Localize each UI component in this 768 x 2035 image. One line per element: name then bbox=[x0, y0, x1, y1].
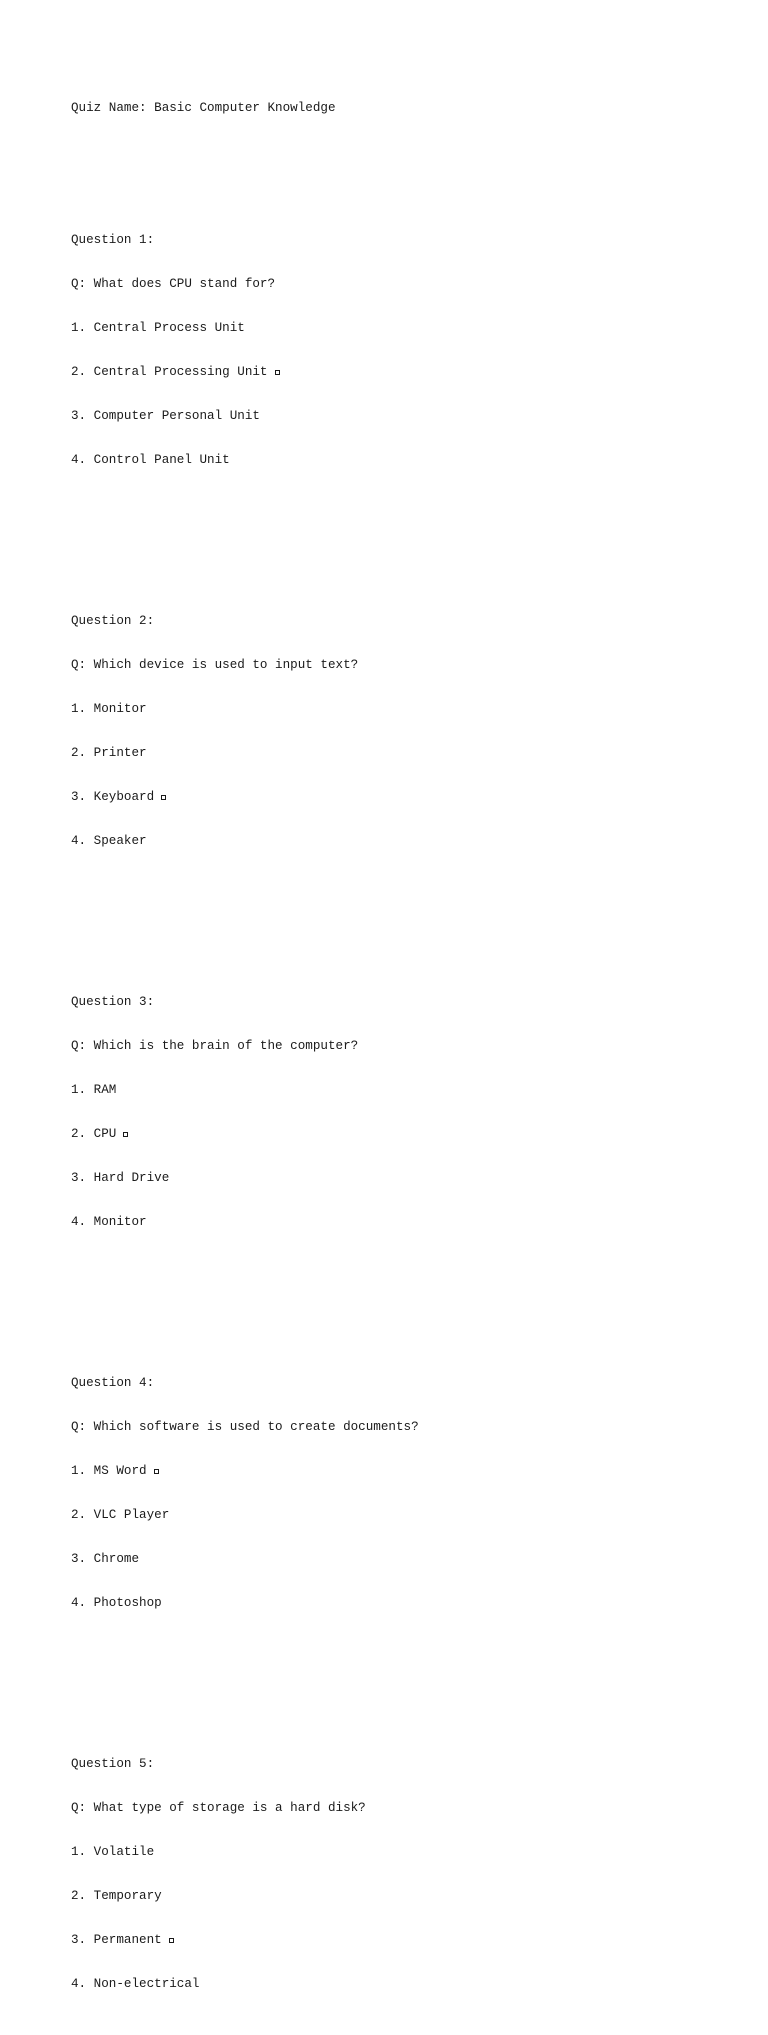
option-text: 4. Monitor bbox=[71, 1214, 147, 1229]
spacer bbox=[71, 1669, 419, 1684]
answer-option bbox=[71, 1552, 419, 1567]
answer-option bbox=[71, 1127, 419, 1142]
answer-option bbox=[71, 409, 419, 424]
option-text: 2. CPU bbox=[71, 1126, 117, 1141]
option-text: 4. Speaker bbox=[71, 833, 147, 848]
answer-option bbox=[71, 1889, 419, 1904]
correct-mark-icon bbox=[161, 795, 166, 800]
question-text: Q: Which is the brain of the computer? bbox=[71, 1039, 359, 1054]
option-text: 4. Photoshop bbox=[71, 1595, 162, 1610]
question-block-2 bbox=[71, 585, 419, 878]
answer-option bbox=[71, 1215, 419, 1230]
answer-option bbox=[71, 1845, 419, 1860]
answer-option bbox=[71, 1508, 419, 1523]
question-text: Q: Which device is used to input text? bbox=[71, 658, 359, 673]
answer-option bbox=[71, 321, 419, 336]
answer-option bbox=[71, 1464, 419, 1479]
option-text: 3. Hard Drive bbox=[71, 1170, 170, 1185]
option-text: 1. Monitor bbox=[71, 702, 147, 717]
option-text: 1. Central Process Unit bbox=[71, 321, 245, 336]
question-text: Q: What does CPU stand for? bbox=[71, 277, 276, 292]
answer-option bbox=[71, 1977, 419, 1992]
spacer bbox=[71, 907, 419, 922]
answer-option bbox=[71, 790, 419, 805]
correct-mark-icon bbox=[154, 1469, 159, 1474]
spacer bbox=[71, 1288, 419, 1303]
question-heading: Question 5: bbox=[71, 1757, 155, 1771]
question-text: Q: What type of storage is a hard disk? bbox=[71, 1800, 366, 1815]
question-heading: Question 3: bbox=[71, 995, 155, 1010]
option-text: 3. Keyboard bbox=[71, 789, 155, 804]
question-heading: Question 2: bbox=[71, 614, 155, 629]
question-block-4 bbox=[71, 1347, 419, 1640]
correct-mark-icon bbox=[275, 370, 280, 375]
quiz-document bbox=[71, 72, 419, 2035]
question-block-1 bbox=[71, 204, 419, 497]
option-text: 1. MS Word bbox=[71, 1463, 147, 1478]
option-text: 3. Computer Personal Unit bbox=[71, 409, 260, 423]
answer-option bbox=[71, 1171, 419, 1186]
question-text: Q: Which software is used to create documents? bbox=[71, 1420, 419, 1434]
question-block-3 bbox=[71, 966, 419, 1259]
spacer bbox=[71, 526, 419, 541]
option-text: 2. VLC Player bbox=[71, 1507, 170, 1522]
answer-option bbox=[71, 834, 419, 849]
answer-option bbox=[71, 746, 419, 761]
correct-mark-icon bbox=[123, 1132, 128, 1137]
answer-option bbox=[71, 453, 419, 468]
quiz-title: Quiz Name: Basic Computer Knowledge bbox=[71, 101, 336, 116]
option-text: 3. Permanent bbox=[71, 1932, 162, 1947]
option-text: 4. Control Panel Unit bbox=[71, 452, 230, 467]
option-text: 1. Volatile bbox=[71, 1844, 155, 1859]
answer-option bbox=[71, 1596, 419, 1611]
option-text: 4. Non-electrical bbox=[71, 1976, 200, 1991]
answer-option bbox=[71, 365, 419, 380]
question-heading: Question 1: bbox=[71, 233, 155, 248]
question-block-5 bbox=[71, 1728, 419, 2021]
correct-mark-icon bbox=[169, 1938, 174, 1943]
answer-option bbox=[71, 1083, 419, 1098]
option-text: 3. Chrome bbox=[71, 1551, 140, 1566]
answer-option bbox=[71, 1933, 419, 1948]
question-heading: Question 4: bbox=[71, 1376, 155, 1391]
spacer bbox=[71, 145, 419, 160]
option-text: 2. Printer bbox=[71, 746, 147, 760]
option-text: 2. Temporary bbox=[71, 1888, 162, 1903]
option-text: 2. Central Processing Unit bbox=[71, 365, 268, 380]
answer-option bbox=[71, 702, 419, 717]
option-text: 1. RAM bbox=[71, 1083, 117, 1097]
